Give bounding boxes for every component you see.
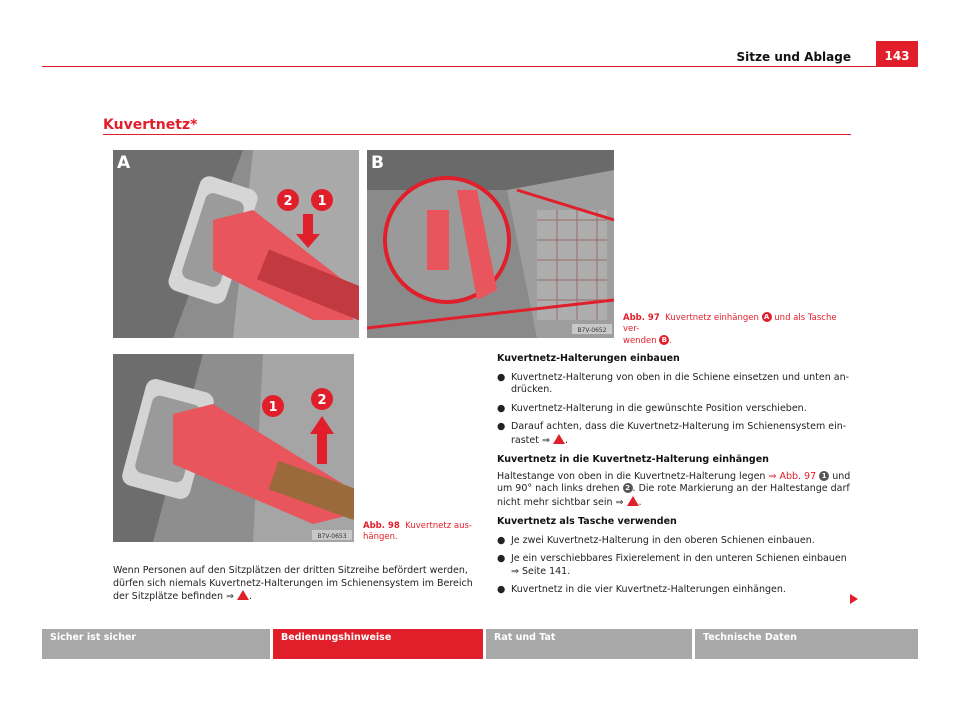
text-line: . (638, 496, 642, 508)
callout-ref: 1 (819, 471, 829, 481)
list-item (497, 421, 853, 447)
text-line: dürfen sich niemals Kuvertnetz-Halterungen im Schienensystem im Bereich (113, 577, 473, 589)
bullet-icon: ● (497, 371, 506, 383)
caption-label: Abb. 97 (623, 313, 660, 323)
list-item (497, 584, 853, 597)
subheading: Kuvertnetz als Tasche verwenden (497, 516, 677, 527)
figure-98 (113, 354, 354, 542)
caption-text: Kuvertnetz aus- (405, 521, 473, 531)
section-rule (103, 134, 851, 135)
figure-97-caption (623, 312, 853, 347)
text-line: Kuvertnetz-Halterung in die gewünschte Position verschieben. (511, 402, 807, 414)
callout-2: 2 (317, 393, 327, 408)
subheading: Kuvertnetz-Halterungen einbauen (497, 353, 680, 364)
caption-label: Abb. 98 (363, 521, 400, 531)
text-line: Kuvertnetz in die vier Kuvertnetz-Halterungen einhängen. (511, 584, 786, 595)
warning-paragraph (113, 565, 473, 604)
footer-tab-sicher[interactable]: Sicher ist sicher (42, 629, 270, 659)
callout-1: 1 (268, 400, 278, 415)
callout-2: 2 (283, 194, 293, 209)
footer-tab-technische-daten[interactable]: Technische Daten (695, 629, 918, 659)
paragraph (497, 471, 853, 510)
caption-text: Kuvertnetz einhängen (665, 313, 759, 323)
header-rule (42, 66, 918, 67)
text-line: nicht mehr sichtbar sein ⇒ (497, 496, 624, 508)
text-line: und (832, 470, 851, 482)
bullet-icon: ● (497, 402, 506, 414)
callout-1: 1 (317, 194, 327, 209)
figure-letter-b: B (371, 153, 384, 173)
callout-ref: 2 (623, 483, 633, 493)
subheading: Kuvertnetz in die Kuvertnetz-Halterung einhängen (497, 454, 769, 465)
caption-ref-a: A (762, 312, 772, 322)
continue-arrow-icon (850, 594, 858, 604)
list-item (497, 535, 853, 548)
list-item (497, 553, 853, 578)
caption-ref-b: B (659, 335, 669, 345)
caption-text: und als Tasche ver- (623, 313, 837, 334)
figure-ref-link[interactable]: ⇒ Abb. 97 (768, 470, 817, 482)
text-line: . (249, 591, 253, 602)
bullet-icon: ● (497, 553, 506, 564)
instructions-column (497, 353, 853, 597)
warning-icon (553, 434, 565, 444)
text-line: Je ein verschiebbares Fixierelement in den unteren Schienen einbauen (511, 553, 847, 564)
warning-icon (627, 496, 639, 506)
text-line: . (564, 434, 569, 446)
text-line: rastet ⇒ (511, 434, 550, 446)
figure-98-caption (363, 521, 473, 543)
text-line: Wenn Personen auf den Sitzplätzen der dritten Sitzreihe befördert werden, (113, 565, 468, 576)
text-line: drücken. (511, 384, 553, 395)
page-number: 143 (876, 41, 918, 67)
text-line: der Sitzplätze befinden ⇒ (113, 591, 235, 602)
section-title: Kuvertnetz* (103, 117, 198, 133)
text-line: Haltestange von oben in die Kuvertnetz-Halterung legen (497, 470, 766, 482)
figure-letter-a: A (117, 153, 131, 173)
list-item (497, 403, 853, 416)
caption-text: wenden (623, 336, 657, 346)
text-line: ⇒ Seite 141. (511, 565, 571, 577)
text-line: Darauf achten, dass die Kuvertnetz-Halterung im Schienensystem ein- (511, 421, 847, 432)
text-line: Je zwei Kuvertnetz-Halterung in den oberen Schienen einbauen. (511, 534, 815, 546)
caption-text: . (669, 336, 672, 346)
running-header-title: Sitze und Ablage (736, 50, 851, 64)
figure-97-a (113, 150, 359, 338)
footer-tab-rat-und-tat[interactable]: Rat und Tat (486, 629, 692, 659)
figure-97-b (367, 150, 614, 338)
text-line: . Die rote Markierung an der Haltestange darf (632, 483, 850, 494)
footer-tab-bedienungshinweise[interactable]: Bedienungshinweise (273, 629, 483, 659)
caption-text: hängen. (363, 532, 398, 542)
figure-code: B7V-0652 (577, 327, 607, 334)
text-line: um 90° nach links drehen (497, 483, 620, 494)
warning-icon (237, 590, 249, 600)
text-line: Kuvertnetz-Halterung von oben in die Schiene einsetzen und unten an- (511, 371, 850, 383)
bullet-icon: ● (497, 421, 506, 432)
bullet-icon: ● (497, 584, 506, 595)
bullet-icon: ● (497, 534, 506, 546)
list-item (497, 372, 853, 397)
figure-code: B7V-0653 (317, 533, 347, 540)
